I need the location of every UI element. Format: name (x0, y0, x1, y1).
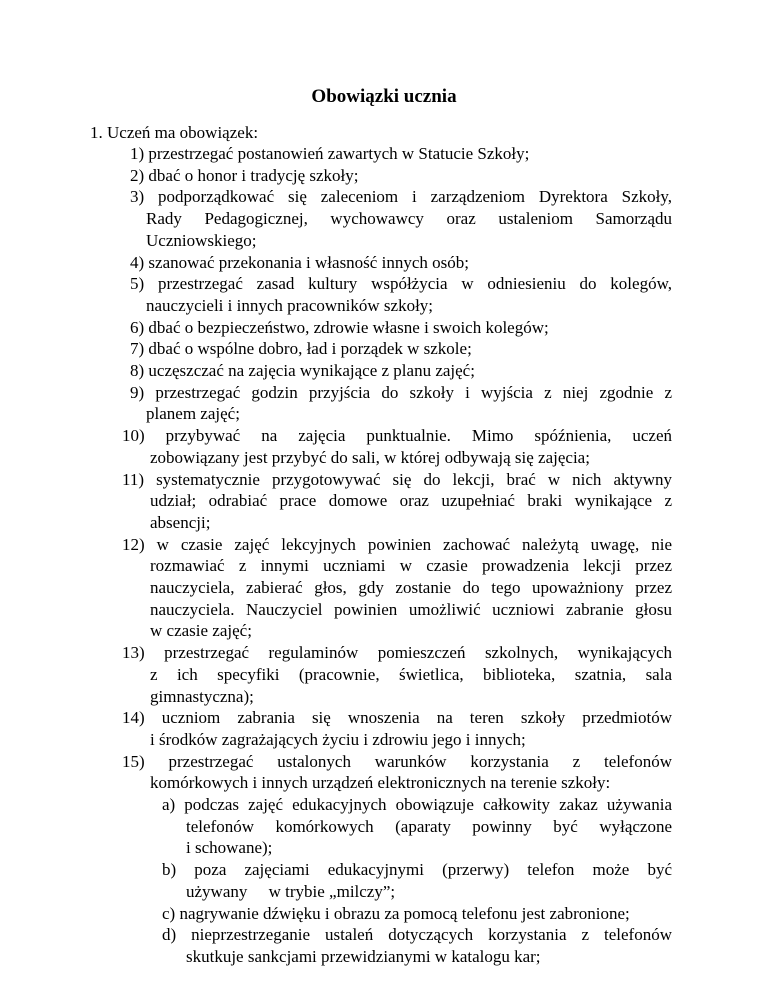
duty-item-line: 15) przestrzegać ustalonych warunków korzystania z telefonów (122, 751, 672, 771)
duty-item-line: 3) podporządkować się zaleceniom i zarządzeniom Dyrektora Szkoły, (130, 187, 672, 207)
duty-item-line: Uczniowskiego; (146, 230, 257, 250)
duty-item-line: 12) w czasie zajęć lekcyjnych powinien zachować należytą uwagę, nie (122, 534, 672, 554)
phone-rule-line: i schowane); (186, 838, 273, 858)
duty-item-line: nauczyciela. Nauczyciel powinien umożliwić uczniowi zabranie głosu (150, 599, 672, 619)
duty-item-line: absencji; (150, 512, 211, 532)
duty-item-line: 5) przestrzegać zasad kultury współżycia w odniesieniu do kolegów, (130, 274, 672, 294)
page-title: Obowiązki ucznia (311, 86, 457, 107)
duty-item-line: zobowiązany jest przybyć do sali, w której odbywają się zajęcia; (150, 447, 590, 467)
duty-item-line: gimnastyczna); (150, 686, 254, 706)
duty-item-line: 14) uczniom zabrania się wnoszenia na teren szkoły przedmiotów (122, 708, 672, 728)
duty-item-line: udział; odrabiać prace domowe oraz uzupełniać braki wynikające z (150, 491, 672, 511)
phone-rule-line: b) poza zajęciami edukacyjnymi (przerwy) telefon może być (162, 860, 672, 880)
duty-item-line: 4) szanować przekonania i własność innych osób; (130, 252, 469, 272)
phone-rule-line: c) nagrywanie dźwięku i obrazu za pomocą telefonu jest zabronione; (162, 903, 630, 923)
duty-item-line: planem zajęć; (146, 404, 240, 424)
duty-item-line: 13) przestrzegać regulaminów pomieszczeń szkolnych, wynikających (122, 643, 672, 663)
duty-item-line: komórkowych i innych urządzeń elektronicznych na terenie szkoły: (150, 773, 611, 793)
main-list-item: 1. Uczeń ma obowiązek: (90, 123, 259, 142)
duty-item-line: 11) systematycznie przygotowywać się do lekcji, brać w nich aktywny (122, 469, 672, 489)
duty-item-line: w czasie zajęć; (150, 621, 252, 641)
duty-item-line: z ich specyfiki (pracownie, świetlica, biblioteka, szatnia, sala (150, 664, 672, 684)
duty-item-line: 7) dbać o wspólne dobro, ład i porządek w szkole; (130, 339, 472, 359)
duty-item-line: Rady Pedagogicznej, wychowawcy oraz ustaleniom Samorządu (146, 209, 672, 229)
phone-rule-line: używany w trybie „milczy”; (186, 881, 396, 901)
duty-item-line: 1) przestrzegać postanowień zawartych w Statucie Szkoły; (130, 144, 530, 163)
phone-rule-line: d) nieprzestrzeganie ustaleń dotyczących korzystania z telefonów (162, 925, 672, 945)
duty-item-line: 8) uczęszczać na zajęcia wynikające z planu zajęć; (130, 361, 475, 380)
phone-rule-line: a) podczas zajęć edukacyjnych obowiązuje całkowity zakaz używania (162, 795, 672, 814)
duty-item-line: nauczyciela, zabierać głos, gdy zostanie do tego upoważniony przez (150, 578, 672, 597)
duty-item-line: rozmawiać z innymi uczniami w czasie prowadzenia lekcji przez (150, 556, 672, 576)
phone-rule-line: telefonów komórkowych (aparaty powinny być wyłączone (186, 816, 672, 836)
duty-item-line: 6) dbać o bezpieczeństwo, zdrowie własne i swoich kolegów; (130, 317, 549, 337)
duty-item-line: 2) dbać o honor i tradycję szkoły; (130, 165, 359, 185)
duty-item-line: 10) przybywać na zajęcia punktualnie. Mimo spóźnienia, uczeń (122, 426, 672, 446)
phone-rule-line: skutkuje sankcjami przewidzianymi w katalogu kar; (186, 946, 541, 966)
duty-item-line: nauczycieli i innych pracowników szkoły; (146, 295, 434, 315)
duty-item-line: i środków zagrażających życiu i zdrowiu jego i innych; (150, 729, 526, 749)
duty-item-line: 9) przestrzegać godzin przyjścia do szkoły i wyjścia z niej zgodnie z (130, 382, 672, 402)
